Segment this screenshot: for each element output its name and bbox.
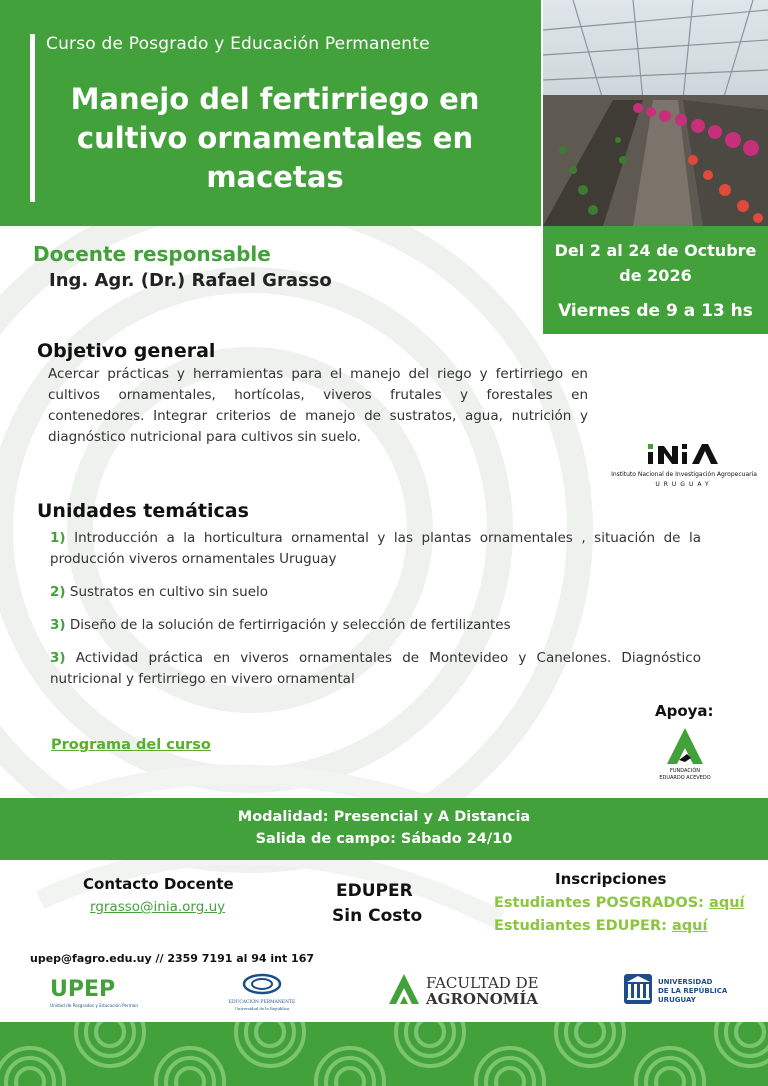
header-kicker: Curso de Posgrado y Educación Permanente [46, 34, 430, 54]
educacion-permanente-text: EDUCACIÓN PERMANENTE [228, 1000, 296, 1005]
footer-pattern [0, 1022, 768, 1086]
facultad-line2: AGRONOMÍA [426, 990, 539, 1008]
unit-number: 3) [50, 650, 66, 666]
unidades-title: Unidades temáticas [37, 500, 249, 522]
header-banner [0, 0, 541, 226]
objetivo-text: Acercar prácticas y herramientas para el manejo del riego y fertirriego en cultivos ornamentales, hortícolas, viveros frutales y forestales en contenedores. Integrar criterios de manejo de sustratos, agua, nutrición y diagnóstico nutricional para cultivos sin suelo. [48, 366, 588, 445]
upep-logo-subtitle: Unidad de Posgrados y Educación Permanente [50, 1003, 138, 1008]
unit-number: 2) [50, 584, 66, 600]
course-title: Manejo del fertirriego en cultivo ornamentales en macetas [70, 82, 480, 194]
inscripcion-posgrados-link[interactable]: aquí [709, 895, 745, 911]
educacion-permanente-logo [222, 970, 302, 1014]
upep-logo [48, 972, 138, 1012]
eduper-title: EDUPER [336, 881, 413, 901]
contacto-title: Contacto Docente [83, 875, 234, 893]
salida-campo-text: Salida de campo: Sábado 24/10 [255, 831, 513, 847]
modalidad-band [0, 798, 768, 860]
unit-number: 1) [50, 530, 66, 546]
inscripcion-eduper-label: Estudiantes EDUPER: [494, 918, 667, 934]
unit-number: 3) [50, 617, 66, 633]
greenhouse-photo [543, 0, 768, 226]
inia-logo [610, 440, 758, 490]
educacion-permanente-subtitle: Universidad de la República [234, 1006, 290, 1011]
inscripcion-eduper [494, 918, 707, 934]
course-dates: Del 2 al 24 de Octubre de 2026 [554, 241, 757, 285]
unit-text: Actividad práctica en viveros ornamentales de Montevideo y Canelones. Diagnóstico nutricional y fertirriego en vivero ornamental [50, 650, 701, 687]
udelar-line3: URUGUAY [658, 996, 696, 1004]
unit-item-1 [50, 528, 701, 570]
unit-item-3 [50, 615, 701, 636]
udelar-logo [622, 972, 732, 1008]
objetivo-title: Objetivo general [37, 340, 216, 362]
eduper-cost: Sin Costo [332, 906, 423, 926]
schedule-box [543, 226, 768, 334]
inscripcion-eduper-link[interactable]: aquí [671, 918, 708, 934]
udelar-line2: DE LA REPÚBLICA [658, 987, 728, 995]
inscripcion-posgrados-label: Estudiantes POSGRADOS: [494, 895, 704, 911]
upep-contact: upep@fagro.edu.uy // 2359 7191 al 94 int 167 [30, 952, 315, 965]
inia-country: URUGUAY [655, 481, 713, 488]
unit-text: Sustratos en cultivo sin suelo [69, 584, 269, 600]
modalidad-text: Modalidad: Presencial y A Distancia [237, 809, 531, 825]
inscripcion-posgrados [494, 895, 745, 911]
udelar-line1: UNIVERSIDAD [658, 978, 713, 986]
fundacion-eduardo-acevedo-logo [655, 726, 715, 782]
upep-logo-text: UPEP [50, 977, 116, 1002]
apoya-label: Apoya: [655, 702, 714, 720]
docente-label: Docente responsable [33, 242, 271, 266]
facultad-line1: FACULTAD DE [426, 974, 539, 992]
apoya-logo-text2: EDUARDO ACEVEDO [659, 775, 711, 781]
unit-text: Introducción a la horticultura ornamental y las plantas ornamentales , situación de la producción viveros ornamentales Uruguay [50, 530, 701, 567]
inia-subtitle: Instituto Nacional de Investigación Agropecuaria [611, 471, 757, 478]
programa-link[interactable]: Programa del curso [51, 737, 211, 753]
unit-item-4 [50, 648, 701, 690]
contacto-email-link[interactable]: rgrasso@inia.org.uy [90, 899, 226, 915]
header-accent-bar [30, 34, 35, 202]
inscripciones-title: Inscripciones [555, 870, 667, 888]
apoya-logo-text1: FUNDACIÓN [669, 768, 701, 774]
docente-name: Ing. Agr. (Dr.) Rafael Grasso [49, 270, 332, 291]
facultad-agronomia-logo [386, 970, 546, 1010]
course-hours: Viernes de 9 a 13 hs [558, 301, 753, 321]
unit-item-2 [50, 582, 701, 603]
unit-text: Diseño de la solución de fertirrigación y selección de fertilizantes [69, 617, 511, 633]
